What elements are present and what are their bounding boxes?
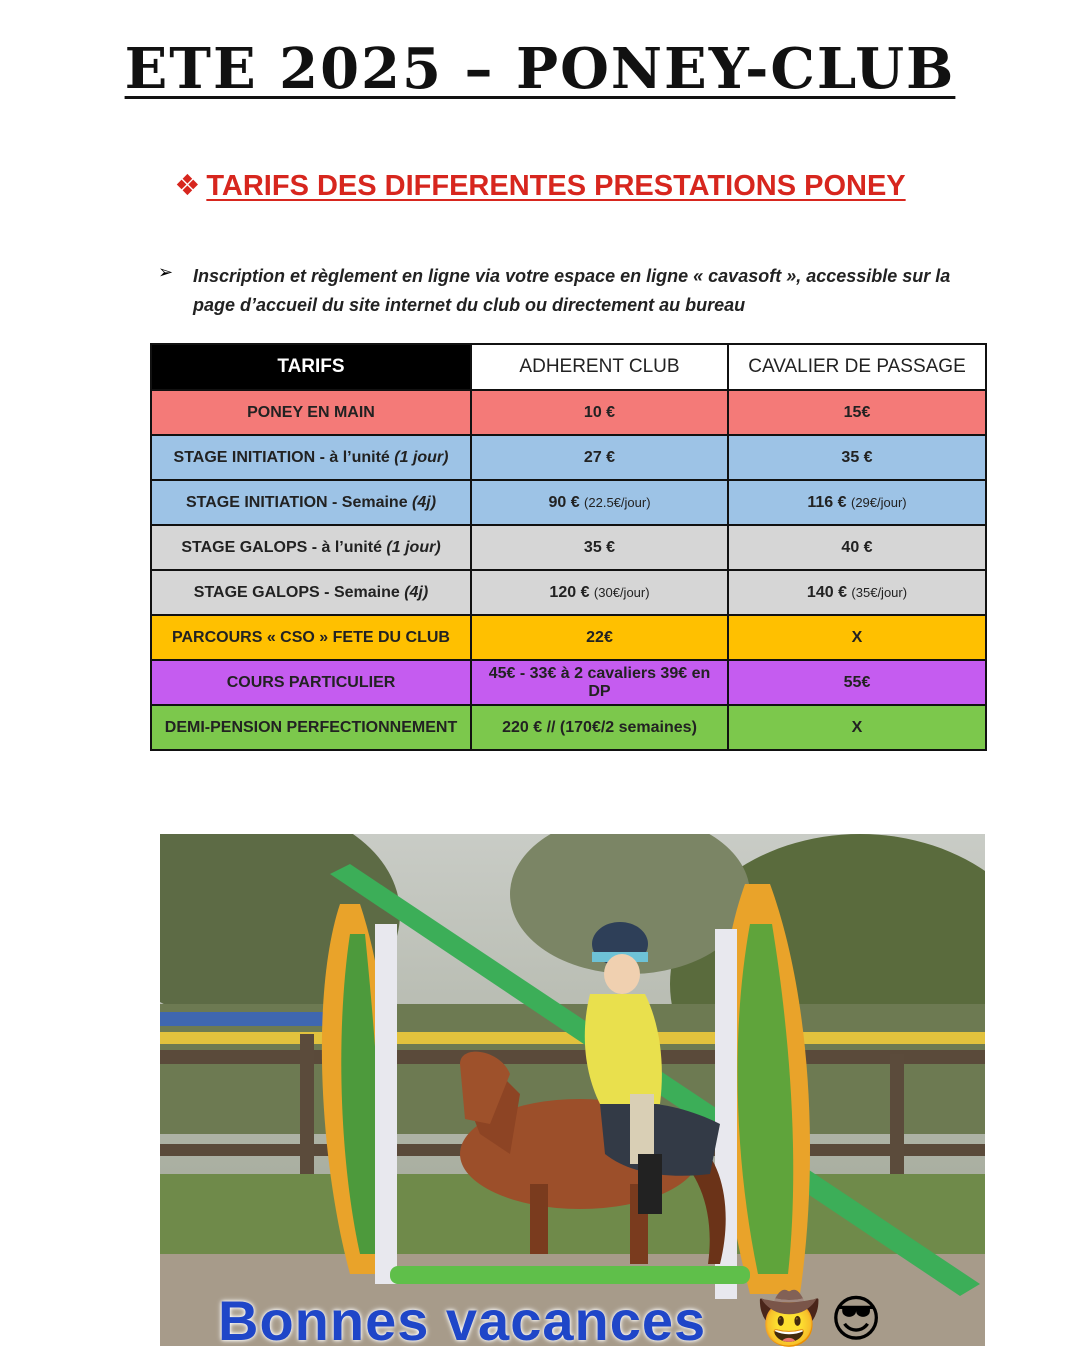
cell-passage-text: 15€ [843,403,871,421]
table-row [151,615,986,660]
cell-adherent-note: (30€/jour) [593,584,650,600]
cell-prestation-note: (4j) [412,493,437,511]
cell-adherent-text: 27 € [583,448,616,466]
header-passage: CAVALIER DE PASSAGE [728,344,986,390]
table-row [151,480,986,525]
cell-passage [728,570,986,615]
table-row [151,660,986,705]
cell-adherent [471,660,728,705]
photo-caption: Bonnes vacances [218,1289,707,1352]
cell-passage-note: (35€/jour) [851,584,908,600]
cell-passage [728,525,986,570]
cell-adherent [471,435,728,480]
cell-prestation [151,525,471,570]
cell-prestation-text: STAGE GALOPS - Semaine [193,583,400,601]
price-table [150,343,987,751]
cell-passage-note: (29€/jour) [850,494,907,510]
cell-prestation-text: STAGE INITIATION - Semaine [185,493,408,511]
cell-adherent [471,525,728,570]
cell-prestation-text: COURS PARTICULIER [226,673,396,691]
cell-adherent [471,480,728,525]
table-header-row [151,344,986,390]
cell-adherent-text: 120 € [549,583,590,601]
cell-passage [728,615,986,660]
cowboy-emoji-icon: 🤠 [758,1291,821,1347]
cell-adherent [471,390,728,435]
header-adherent: ADHERENT CLUB [471,344,728,390]
table-row [151,570,986,615]
cell-adherent [471,615,728,660]
cell-passage [728,705,986,750]
cell-prestation-note: (1 jour) [394,448,449,466]
cell-prestation [151,615,471,660]
header-tarifs: TARIFS [151,344,471,390]
cell-passage-text: X [851,718,863,736]
cell-adherent-note: (22.5€/jour) [584,494,651,510]
cell-passage [728,390,986,435]
section-heading: ❖ TARIFS DES DIFFERENTES PRESTATIONS PONEY [174,170,906,202]
cell-prestation-note: (4j) [404,583,429,601]
arrow-bullet-icon: ➢ [158,262,174,282]
cell-prestation-text: DEMI-PENSION PERFECTIONNEMENT [164,718,458,736]
page-title: ETE 2025 – PONEY-CLUB [124,36,956,102]
cell-passage-text: 140 € [806,583,847,601]
cell-prestation [151,705,471,750]
cell-adherent-text: 10 € [583,403,616,421]
cell-passage-text: 35 € [841,448,873,466]
sunglasses-emoji-icon: 😎 [830,1291,883,1347]
cell-passage-text: X [851,628,863,646]
cell-prestation-text: STAGE GALOPS - à l’unité [181,538,382,556]
table-row [151,435,986,480]
cell-passage-text: 116 € [807,493,847,511]
cell-adherent-text: 45€ - 33€ à 2 cavaliers 39€ en DP [488,664,711,700]
registration-note-text: Inscription et règlement en ligne via votre espace en ligne « cavasoft », accessible sur la page d’accueil du site internet du club ou directement au bureau [193,266,951,315]
cell-prestation-note: (1 jour) [386,538,441,556]
pony-jump-photo [160,834,985,1346]
table-row [151,390,986,435]
cell-passage-text: 40 € [841,538,873,556]
diamond-bullet-icon: ❖ [174,170,201,202]
cell-passage-text: 55€ [843,673,871,691]
cell-prestation [151,390,471,435]
cell-prestation [151,435,471,480]
cell-prestation-text: PARCOURS « CSO » FETE DU CLUB [172,628,450,646]
cell-adherent-text: 22€ [586,628,613,646]
cell-prestation [151,480,471,525]
cell-prestation [151,570,471,615]
cell-prestation-text: STAGE INITIATION - à l’unité [173,448,390,466]
cell-adherent [471,570,728,615]
table-row [151,525,986,570]
cell-adherent-text: 220 € // (170€/2 semaines) [502,718,697,736]
cell-prestation [151,660,471,705]
cell-passage [728,480,986,525]
cell-passage [728,660,986,705]
table-row [151,705,986,750]
cell-adherent-text: 90 € [548,493,580,511]
cell-passage [728,435,986,480]
cell-adherent [471,705,728,750]
cell-adherent-text: 35 € [583,538,616,556]
cell-prestation-text: PONEY EN MAIN [247,403,375,421]
